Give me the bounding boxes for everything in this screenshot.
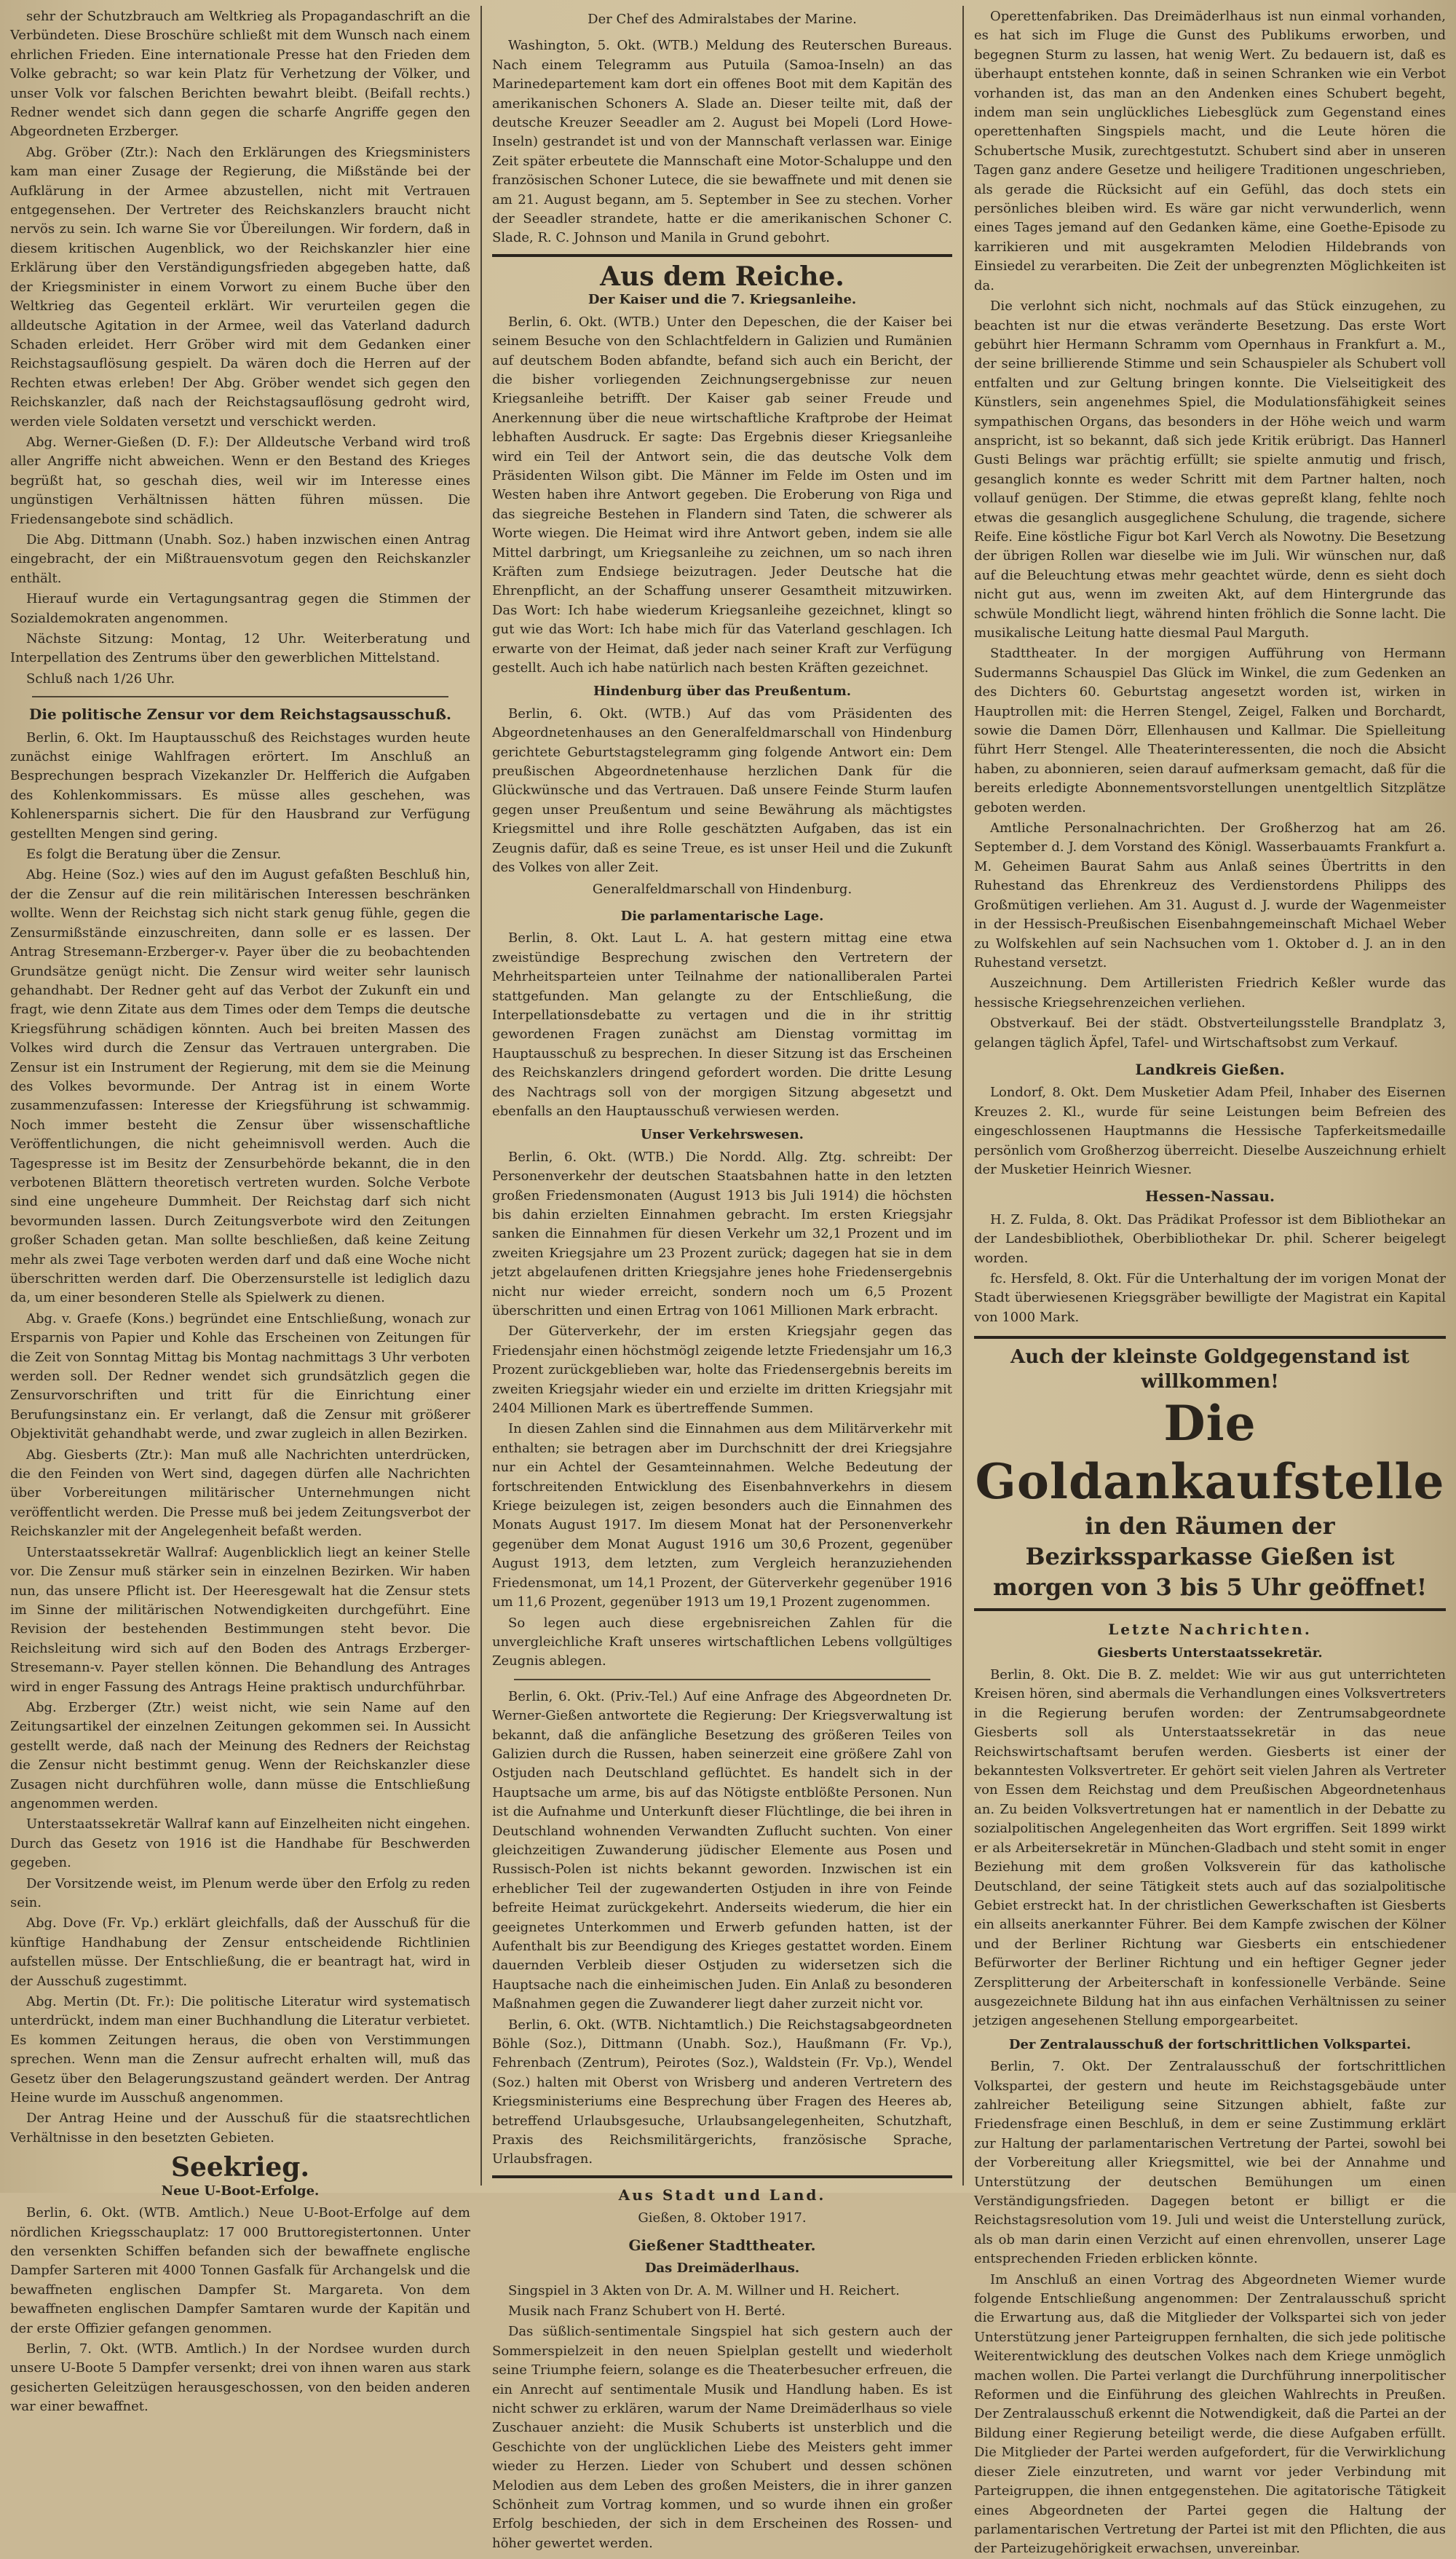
article-paragraph: Die Abg. Dittmann (Unabh. Soz.) haben inzwischen einen Antrag eingebracht, der ein Mißtrauensvotum gegen den Reichskanzler enthält. xyxy=(10,531,470,586)
article-paragraph: Obstverkauf. Bei der städt. Obstverteilungsstelle Brandplatz 3, gelangen täglich Äpfel, Tafel- und Wirtschaftsobst zum Verkauf. xyxy=(974,1016,1446,1051)
headline-district: Landkreis Gießen. xyxy=(1135,1060,1285,1078)
article-paragraph: Stadttheater. In der morgigen Aufführung von Hermann Sudermanns Schauspiel Das Glück im Winkel, die zum Gedenken an des Dichters 60. Geburtstag angesetzt worden ist, wirken in Hauptrollen mit: die Herren Stengel, Zeigel, Falken und Borchardt, sowie die Damen Dörr, Ellenhausen und Kallmar. Die Spielleitung führt Herr Stengel. Alle Theaterinteressenten, die noch die Absicht haben, zu abonnieren, seien darauf aufmerksam gemacht, daß für die bereits erledigte Abonnementsvorstellungen unentgeltlich Sitzplätze geboten werden. xyxy=(974,646,1446,815)
section-divider xyxy=(492,2175,952,2178)
article-paragraph: Abg. v. Graefe (Kons.) begründet eine Entschließung, wonach zur Ersparnis von Papier und Kohle das Erscheinen von Zeitungen für die Zeit von Sonntag Mittag bis Montag nachmittags 3 Uhr verboten werden soll. Der Redner wendet sich grundsätzlich gegen die Zensurvorschriften und tritt für die Einrichtung einer Berufungsinstanz ein. Er verlangt, daß die Zensur mit größerer Objektivität gehandhabt werde, und zwar zugleich in allen Bezirken. xyxy=(10,1310,470,1442)
article-paragraph: Im Anschluß an einen Vortrag des Abgeordneten Wiemer wurde folgende Entschließung angenommen: Der Zentralausschuß spricht die Erwartung aus, daß die Mitglieder der Volkspartei sich von jeder Unterstützung jener Parteigruppen fernhalten, die sich jede politische Weiterentwicklung des deutschen Volkes nach dem Kriege unmöglich machen wollen. Die Partei verlangt die Durchführung innerpolitischer Reformen und die Einführung des gleichen Wahlrechts in Preußen. Der Zentralausschuß erkennt die Notwendigkeit, daß die Partei an der Bildung einer Regierung beteiligt werde, die diese Aufgaben erfüllt. Die Mitglieder der Partei werden aufgefordert, für die Verwirklichung dieser Ziele einzutreten, und warnt vor jeder Verbindung mit Parteigruppen, die ihnen entgegenstehen. Die agitatorische Tätigkeit eines Abgeordneten der Partei gegen die Haltung der parlamentarischen Vertretung der Partei ist mit den Pflichten, die aus der Parteizugehörigkeit erwachsen, unvereinbar. xyxy=(974,2271,1446,2557)
headline-theater: Gießener Stadttheater. xyxy=(628,2236,816,2254)
column-left xyxy=(10,7,470,2415)
article-paragraph: Abg. Mertin (Dt. Fr.): Die politische Literatur wird systematisch unterdrückt, indem man einer Buchhandlung die Literatur verbietet. Es kommen Zeitungen heraus, die oben von Verstimmungen sprechen. Wenn man die Zensur aufrecht erhalten will, muß das Gesetz über den Belagerungszustand geändert werden. Der Antrag Heine wurde im Ausschuß angenommen. xyxy=(10,1994,470,2106)
article-paragraph: Unterstaatssekretär Wallraf kann auf Einzelheiten nicht eingehen. Durch das Gesetz von 1916 ist die Handhabe für Beschwerden gegeben. xyxy=(10,1816,470,1871)
article-paragraph: Abg. Werner-Gießen (D. F.): Der Alldeutsche Verband wird troß aller Angriffe nicht abweichen. Wenn er den Bestand des Krieges begrüßt hat, so geschah dies, weil wir im Interesse eines ungünstigen Verhältnissen hätten führen müssen. Die Friedensangebote sind schädlich. xyxy=(10,434,470,527)
column-middle xyxy=(492,7,952,2551)
article-paragraph: Abg. Gröber (Ztr.): Nach den Erklärungen des Kriegsministers kam man einer Zusage der Regierung, die Mißstände bei der Aufklärung in der Armee abzustellen, nicht mit Vertrauen entgegensehen. Der Vertreter des Reichskanzlers braucht nicht nervös zu sein. Ich warne Sie vor Übereilungen. Wir fordern, daß in diesem kritischen Augenblick, wo der Reichskanzler hier eine Erklärung über den Verständigungsfrieden abgegeben hatte, daß der Kriegsminister in einem Vorwort zu einem Buche über den Weltkrieg das Gegenteil erklärt. Wir verurteilen gegen die alldeutsche Agitation in der Armee, weil das Vaterland dadurch Schaden erleidet. Herr Gröber wird mit dem Gedanken einer Reichstagsauflösung gespielt. Da wären doch die Herren auf der Rechten etwas erleben! Der Abg. Gröber wendet sich gegen den Reichskanzler, daß nach der Reichstagsauflösung gedroht wird, werden viele Soldaten versetzt und verschickt werden. xyxy=(10,144,470,430)
article-paragraph: Berlin, 8. Okt. Laut L. A. hat gestern mittag eine etwa zweistündige Besprechung zwischen den Vertretern der Mehrheitsparteien unter Teilnahme der nationalliberalen Partei stattgefunden. Man gelangte zu der Entschließung, die Interpellationsdebatte zu vertagen und die in ihr strittig gewordenen Fragen zunächst am Dienstag vormittag im Hauptausschuß zu besprechen. In dieser Sitzung ist das Erscheinen des Reichskanzlers dringend gefordert worden. Die dritte Lesung des Nachtrags soll von der morgigen Sitzung abgesetzt und ebenfalls an den Hauptausschuß verwiesen werden. xyxy=(492,930,952,1119)
subheadline-kaiser: Der Kaiser und die 7. Kriegsanleihe. xyxy=(587,292,857,308)
article-paragraph: H. Z. Fulda, 8. Okt. Das Prädikat Professor ist dem Bibliothekar an der Landesbibliothek, Oberbibliothekar Dr. phil. Scherer beigelegt worden. xyxy=(974,1211,1446,1266)
article-paragraph: Berlin, 6. Okt. (Priv.-Tel.) Auf eine Anfrage des Abgeordneten Dr. Werner-Gießen antwortete die Regierung: Der Kriegsverwaltung ist bekannt, daß die anfängliche Besetzung des größeren Teiles von Galizien durch die Russen, haben seinerzeit eine größere Zahl von Ostjuden nach Deutschland geflüchtet. Es handelt sich in der Hauptsache um arme, bis auf das Nötigste entblößte Personen. Nun ist die Aufnahme und Unterkunft dieser Flüchtlinge, die bei ihren in Deutschland wohnenden Verwandten Zuflucht suchten. Von einer gleichzeitigen Zuwanderung jüdischer Elemente aus Posen und Russisch-Polen ist nichts bekannt geworden. Inzwischen ist ein erheblicher Teil der zugewanderten Ostjuden in ihre von Feinde befreite Heimat zurückgekehrt. Anderseits wiederum, die hier ein geeignetes Unterkommen und Erwerb gefunden hatten, ist der Aufenthalt bis zur Beendigung des Krieges gestattet worden. Einem dauernden Verbleib dieser Ostjuden zu widersetzen sich die Hauptsache nach die einheimischen Juden. Ein Anlaß zu besonderen Maßnahmen gegen die Zuwanderer liegt daher zurzeit nicht vor. xyxy=(492,1688,952,2012)
article-paragraph: Berlin, 6. Okt. (WTB.) Unter den Depeschen, die der Kaiser bei seinem Besuche von den Schlachtfeldern in Galizien und Rumänien auf deutschem Boden abfandte, befand sich auch ein Bericht, der die bisher vorliegenden Zeichnungsergebnisse zur neuen Kriegsanleihe betrifft. Der Kaiser gab seiner Freude und Anerkennung über die neue wirtschaftliche Kraftprobe der Heimat lebhaften Ausdruck. Er sagte: Das Ergebnis dieser Kriegsanleihe wird ein Teil der Antwort sein, die das deutsche Volk dem Präsidenten Wilson gibt. Die Männer im Felde im Osten und im Westen haben ihre Antwort gegeben. Die Eroberung von Riga und das siegreiche Bestehen in Flandern sind Taten, die schwerer als Worte wiegen. Die Heimat wird ihre Antwort geben, indem sie alle Mittel darbringt, um Kriegsanleihe zu zeichnen, um so nach ihren Kräften zum Endsiege beizutragen. Jeder Deutsche hat die Ehrenpflicht, an der Schaffung unserer Gesamtheit mitzuwirken. Das Wort: Ich habe wiederum Kriegsanleihe gezeichnet, klingt so gut wie das Wort: Ich habe mich für das Vaterland geschlagen. Ich erwarte von der Heimat, daß jeder nach seiner Kraft zur Verfügung gestellt. Auch ich habe natürlich nach besten Kräften gezeichnet. xyxy=(492,314,952,676)
article-paragraph: Berlin, 6. Okt. Im Hauptausschuß des Reichstages wurden heute zunächst einige Wahlfragen erörtert. Im Anschluß an Besprechungen besprach Vizekanzler Dr. Helfferich die Aufgaben des Kohlenkommissars. Es müsse alles geschehen, was Kohlenersparnis sichert. Die für den Hausbrand zur Verfügung gestellten Mengen sind gering. xyxy=(10,729,470,842)
article-paragraph: Berlin, 7. Okt. (WTB. Amtlich.) In der Nordsee wurden durch unsere U-Boote 5 Dampfer versenkt; drei von ihnen waren aus stark gesicherten Geleitzügen herausgeschossen, von den beiden anderen war einer bewaffnet. xyxy=(10,2341,470,2415)
article-paragraph: Berlin, 6. Okt. (WTB. Nichtamtlich.) Die Reichstagsabgeordneten Böhle (Soz.), Dittmann (Unabh. Soz.), Haußmann (Fr. Vp.), Fehrenbach (Zentrum), Peirotes (Soz.), Waldstein (Fr. Vp.), Wendel (Soz.) halten mit Oberst von Wrisberg und anderen Vertretern des Kriegsministeriums eine Besprechung über Fragen des Heeres ab, betreffend Urlaubsgesuche, Urlaubsangelegenheiten, Schutzhaft, Praxis des Reichsmilitärgerichts, französische Sprache, Urlaubsfragen. xyxy=(492,2017,952,2167)
section-divider xyxy=(514,1679,930,1680)
column-rule xyxy=(480,6,482,2186)
headline-latest-news: Letzte Nachrichten. xyxy=(1108,1621,1312,1639)
signature-hindenburg: Generalfeldmarschall von Hindenburg. xyxy=(592,882,852,898)
article-paragraph: Abg. Giesberts (Ztr.): Man muß alle Nachrichten unterdrücken, die den Feinden von Wert sind, dagegen dürfen alle Nachrichten über Vorbereitungen militärischer Unternehmungen nicht veröffentlicht werden. Die Presse muß bei jedem Zeitungsverbot der Reichskanzler mit der Angelegenheit befaßt werden. xyxy=(10,1447,470,1540)
article-paragraph: Abg. Erzberger (Ztr.) weist nicht, wie sein Name auf den Zeitungsartikel der einzelnen Zeitungen gekommen sei. In Aussicht gestellt werde, daß nach der Meinung des Redners der Reichstag die Zensur nicht bestimmt genug. Wenn der Reichskanzler diese Zusagen nicht durchführen wolle, dann müsse die Entschließung angenommen werden. xyxy=(10,1699,470,1811)
article-paragraph: Die verlohnt sich nicht, nochmals auf das Stück einzugehen, zu beachten ist nur die etwas veränderte Besetzung. Das erste Wort gebührt hier Hermann Schramm vom Opernhaus in Frankfurt a. M., der seine brillierende Stimme und sein Schauspieler als Schubert voll entfalten und zur Geltung bringen konnte. Die Vielseitigkeit des Künstlers, sein angenehmes Spiel, die Modulationsfähigkeit seines sympathischen Organs, das besonders in der Höhe weich und warm anspricht, ist so bekannt, daß sich jede Kritik erübrigt. Das Hannerl Gusti Belings war prächtig erfüllt; sie spielte anmutig und frisch, gesanglich konnte es weder Schritt mit dem Partner halten, noch vollauf genügen. Der Stimme, die etwas gepreßt klang, fehlte noch etwas die gesanglich ausgeglichene Schulung, die tragende, sichere Reife. Eine köstliche Figur bot Karl Verch als Nowotny. Die Besetzung der übrigen Rollen war dieselbe wie im Juli. Wir wünschen nur, daß auf die Beleuchtung etwas mehr geachtet würde, denn es sieht doch nicht gut aus, wenn im zweiten Akt, auf dem Hintergrunde das schwüle Mondlicht liegt, während hinten fröhlich die Sonne lacht. Die musikalische Leitung hatte diesmal Paul Marguth. xyxy=(974,298,1446,641)
article-paragraph: Berlin, 8. Okt. Die B. Z. meldet: Wie wir aus gut unterrichteten Kreisen hören, sind abermals die Verhandlungen eines Volksvertreters in die Regierung berufen worden: der Zentrumsabgeordnete Giesberts soll als Unterstaatssekretär in das neue Reichswirtschaftsamt berufen werden. Giesberts ist einer der bekanntesten Volksvertreter. Er gehört seit vielen Jahren als Vertreter von Essen dem Reichstag und dem Preußischen Abgeordnetenhaus an. Zu beiden Volksvertretungen hat er namentlich in der Debatte zu sozialpolitischen Angelegenheiten das Wort ergriffen. Seit 1899 wirkt er als Arbeitersekretär in München-Gladbach und steht somit in enger Beziehung mit dem großen Volksverein für das katholische Deutschland, der seine Tätigkeit stets auch auf das sozialpolitische Gebiet erstreckt hat. In der christlichen Gewerkschaften ist Giesberts ein allseits anerkannter Führer. Bei dem Kampfe zwischen der Kölner und der Berliner Richtung war Giesberts ein entschiedener Befürworter der Berliner Richtung und ein heftiger Gegner jeder Zersplitterung der Arbeiterschaft in konfessionelle Verbände. Seine ausgezeichnete Bildung hat ihn aus einfachen Verhältnissen zu seiner jetzigen angesehenen Stellung emporgearbeitet. xyxy=(974,1667,1446,2029)
article-paragraph: Das süßlich-sentimentale Singspiel hat sich gestern auch der Sommerspielzeit in den neuen Spielplan gestellt und wiederholt seine Triumphe feiern, solange es die Theaterbesucher erfreuen, die ein Anrecht auf sentimentale Musik und Handlung haben. Es ist nicht schwer zu erklären, warum der Name Dreimäderlhaus so viele Zuschauer anzieht: die Musik Schuberts ist unsterblich und die Geschichte von der unglücklichen Liebe des Meisters geht immer wieder zu Herzen. Lieder von Schubert und dessen schönen Melodien aus dem Leben des großen Meisters, die in ihrer ganzen Schönheit zum Vortrag kommen, und so wurde ihnen ein großer Erfolg beschieden, der sich in dem Erscheinen des Rossen- und höher gewertet werden. xyxy=(492,2324,952,2551)
article-paragraph: Singspiel in 3 Akten von Dr. A. M. Willner und H. Reichert. xyxy=(508,2282,900,2298)
article-paragraph: sehr der Schutzbrauch am Weltkrieg als Propagandaschrift an die Verbündeten. Diese Broschüre schließt mit dem Wunsch nach einem ehrlichen Frieden. Eine internationale Presse hat den Frieden dem Volke gebracht; so war kein Platz für Verhetzung der Völker, und unser Volk vor falschen Berichten bewahrt bleibt. (Beifall rechts.) Redner wendet sich dann gegen die scharfe Angriffe gegen den Abgeordneten Erzberger. xyxy=(10,9,470,140)
article-paragraph: Hierauf wurde ein Vertagungsantrag gegen die Stimmen der Sozialdemokraten angenommen. xyxy=(10,591,470,626)
subheadline-central-committee: Der Zentralausschuß der fortschrittlichen Volkspartei. xyxy=(1008,2036,1412,2052)
headline-city-and-country: Aus Stadt und Land. xyxy=(618,2186,826,2204)
article-paragraph: fc. Hersfeld, 8. Okt. Für die Unterhaltung der im vorigen Monat der Stadt überwiesenen Kriegsgräber bewilligte der Magistrat ein Kapital von 1000 Mark. xyxy=(974,1271,1446,1325)
article-paragraph: Es folgt die Beratung über die Zensur. xyxy=(26,847,282,863)
ad-tagline: Auch der kleinste Goldgegenstand ist willkommen! xyxy=(1010,1346,1409,1393)
article-paragraph: Abg. Heine (Soz.) wies auf den im August gefaßten Beschluß hin, der die Zensur auf die rein militärischen Interessen beschränken wollte. Wenn der Reichstag sich nicht stark genug fühle, gegen die Zensurmißstände einzuschreiten, dann solle er es lassen. Der Antrag Stresemann-Erzberger-v. Payer über die zu beobachtenden Grundsätze genügt nicht. Die Zensur wird weiter sehr launisch gehandhabt. Der Redner geht auf das Verbot der Zukunft ein und fragt, wie denn Zitate aus dem Times oder dem Temps die deutsche Kriegsführung schädigen könnten. Auch bei breiten Massen des Volkes wird durch die Zensur das Vertrauen untergraben. Die Zensur ist ein Instrument der Regierung, mit dem sie die Meinung des Volkes bevormunde. Der Antrag ist in einem Worte zusammenzufassen: Interesse der Kriegsführung ist schwammig. Noch immer besteht die Zensur über wissenschaftliche Veröffentlichungen, die nicht geheimnisvoll werden. Auch die Tagespresse ist im Besitz der Zensurbehörde bekannt, die in den verbotenen Blättern theoretisch vertreten wurden. Solche Verbote sind eine ungeheure Dummheit. Der Reichstag darf sich nicht bevormunden lassen. Durch Zeitungsverbote wird den Zeitungen großer Schaden getan. Man sollte beschließen, daß keine Zeitung mehr als zwei Tage verboten werden darf und daß eine Woche nicht überschritten werden darf. Die Oberzensurstelle ist lediglich dazu da, um einer besonderen Stelle als Spielwerk zu dienen. xyxy=(10,867,470,1306)
article-paragraph: Schluß nach 1/26 Uhr. xyxy=(26,671,175,687)
article-paragraph: Londorf, 8. Okt. Dem Musketier Adam Pfeil, Inhaber des Eisernen Kreuzes 2. Kl., wurde für seine Leistungen beim Befreien des eingeschlossenen Hauptmanns die Hessische Tapferkeitsmedaille persönlich vom Großherzog überreicht. Dieselbe Auszeichnung erhielt der Musketier Heinrich Wiesner. xyxy=(974,1085,1446,1177)
article-paragraph: Operettenfabriken. Das Dreimäderlhaus ist nun einmal vorhanden, es hat sich im Fluge die Gunst des Publikums erworben, und begegnen Sturm zu lassen, hat wenig Wert. Zu bedauern ist, daß es überhaupt entstehen konnte, daß in seinen Schranken wie ein Verbot vorhanden ist, das man an den Andenken eines Schubert begeht, indem man sein unglückliches Liebesglück zum Gegenstand eines operettenhaften Singspiels macht, und die Leute hören die Schubertsche Musik, zurechtgestutzt. Schubert sind aber in unseren Tagen ganz andere Gesetze und heiligere Traditionen ungeschrieben, als gerade die Rücksicht auf ein Gefühl, das doch stets ein persönliches bleiben wird. Es wäre gar nicht verwunderlich, wenn eines Tages jemand auf den Gedanken käme, eine Goethe-Episode zu karrikieren und mit ausgekramten Melodien Hildebrands von Einsiedel zu verarbeiten. Die Zeit der unbegrenzten Möglichkeiten ist da. xyxy=(974,9,1446,293)
article-paragraph: Berlin, 6. Okt. (WTB.) Die Nordd. Allg. Ztg. schreibt: Der Personenverkehr der deutschen Staatsbahnen hatte in den letzten großen Friedensmonaten (August 1913 bis Juli 1914) die höchsten bis dahin erzielten Einnahmen gebracht. Im ersten Kriegsjahr sanken die Einnahmen für diesen Verkehr um 32,1 Prozent und im zweiten Kriegsjahre um 23 Prozent zurück; dagegen hat sie in dem jetzt abgelaufenen dritten Kriegsjahre jenes hohe Friedensergebnis nicht nur wieder erreicht, sondern noch um 6,5 Prozent überschritten und einen Ertrag von 1061 Millionen Mark erbracht. xyxy=(492,1149,952,1318)
article-paragraph: Berlin, 7. Okt. Der Zentralausschuß der fortschrittlichen Volkspartei, der gestern und heute im Reichstagsgebäude unter zahlreicher Beteiligung seine Sitzungen abhielt, faßte zur Friedensfrage einen Beschluß, in dem er seine Zustimmung erklärt zur Haltung der parlamentarischen Vertretung der Partei, sowohl bei der Vorbereitung aller Kriegsmittel, wie bei der Annahme und Unterstützung der deutschen Bemühungen um einen Verständigungsfrieden. Dagegen betont er billigt er die Reichstagsresolution vom 19. Juli und weist die Unterstellung zurück, als ob man darin einen Verzicht auf einen ehrenvollen, unserer Lage entsprechenden Frieden erblicken könnte. xyxy=(974,2059,1446,2267)
article-paragraph: Abg. Dove (Fr. Vp.) erklärt gleichfalls, daß der Ausschuß für die künftige Handhabung der Zensur entscheidende Richtlinien aufstellen müsse. Der Entschließung, die er beantragt hat, wird in der Ausschuß zugestimmt. xyxy=(10,1915,470,1989)
gold-purchase-advertisement xyxy=(974,1336,1446,1611)
subheadline-transport: Unser Verkehrswesen. xyxy=(641,1127,804,1143)
subheadline-uboat: Neue U-Boot-Erfolge. xyxy=(161,2183,320,2199)
section-divider xyxy=(32,696,448,697)
headline-hessen-nassau: Hessen-Nassau. xyxy=(1145,1187,1275,1206)
headline-naval-war: Seekrieg. xyxy=(170,2152,309,2183)
dateline: Gießen, 8. Oktober 1917. xyxy=(638,2210,807,2226)
ad-details: in den Räumen der Bezirkssparkasse Gießen ist morgen von 3 bis 5 Uhr geöffnet! xyxy=(992,1512,1427,1602)
subheadline-play-title: Das Dreimäderlhaus. xyxy=(644,2261,800,2277)
article-paragraph: Unterstaatssekretär Wallraf: Augenblicklich liegt an keiner Stelle vor. Die Zensur muß stärker sein in einzelnen Bezirken. Wir haben nun, das unsere Pflicht ist. Der Heeresgewalt hat die Zensur stets im Sinne der militärischen Notwendigkeiten durchgeführt. Eine Revision der bestehenden Bestimmungen steht bevor. Die Reichsleitung wird sich auf den Boden des Antrags Erzberger-Stresemann-v. Payer stellen können. Die Behandlung des Antrages wird in enger Fassung des Antrags Heine praktisch undurchführbar. xyxy=(10,1544,470,1695)
article-paragraph: In diesen Zahlen sind die Einnahmen aus dem Militärverkehr mit enthalten; sie betragen aber im Durchschnitt der drei Kriegsjahre nur ein Achtel der Gesamteinnahmen. Welche Bedeutung der fortschreitenden Entwicklung des Eisenbahnverkehrs in diesem Kriege beizulegen ist, zeigen besonders auch die Einnahmen des Monats August 1917. Im diesem Monat hat der Personenverkehr gegenüber dem Monat August 1916 um 30,6 Prozent, gegenüber August 1913, dem letzten, zum Vergleich heranzuziehenden Friedensmonat, um 14,1 Prozent, der Güterverkehr gegenüber 1916 um 11,6 Prozent, gegenüber 1913 um 19,1 Prozent zugenommen. xyxy=(492,1421,952,1610)
subheadline-parliament: Die parlamentarische Lage. xyxy=(620,908,824,924)
article-paragraph: Amtliche Personalnachrichten. Der Großherzog hat am 26. September d. J. dem Vorstand des Königl. Wasserbauamts Frankfurt a. M. Geheimen Baurat Sahm aus Anlaß seines Übertritts in den Ruhestand das Ehrenkreuz des Verdienstordens Philipps des Großmütigen verliehen. Am 31. August d. J. wurde der Wagenmeister in der Hessisch-Preußischen Eisenbahngemeinschaft Michael Weber zu Wolfskehlen auf sein Nachsuchen vom 1. Oktober d. J. an in den Ruhestand versetzt. xyxy=(974,820,1446,970)
article-paragraph: Washington, 5. Okt. (WTB.) Meldung des Reuterschen Bureaus. Nach einem Telegramm aus Putuila (Samoa-Inseln) an das Marinedepartement kam dort ein offenes Boot mit dem Kapitän des amerikanischen Schoners A. Slade an. Dieser teilte mit, daß der deutsche Kreuzer Seeadler am 2. August bei Mopeli (Lord Howe-Inseln) gestrandet ist und von der Mannschaft verlassen war. Einige Zeit später erbeutete die Mannschaft eine Motor-Schaluppe und den französischen Schoner Lutece, die sie bewaffnete und mit denen sie am 21. August begann, am 5. September in See zu stechen. Vorher der Seeadler strandete, hatte er die amerikanischen Schoner C. Slade, R. C. Johnson und Manila in Grund gebohrt. xyxy=(492,38,952,246)
article-paragraph: Der Vorsitzende weist, im Plenum werde über den Erfolg zu reden sein. xyxy=(10,1875,470,1910)
section-divider xyxy=(492,254,952,257)
headline-from-the-reich: Aus dem Reiche. xyxy=(600,261,844,292)
article-paragraph: Berlin, 6. Okt. (WTB. Amtlich.) Neue U-Boot-Erfolge auf dem nördlichen Kriegsschauplatz: 17 000 Bruttoregistertonnen. Unter den versenkten Schiffen befanden sich der bewaffnete englische Dampfer Sarteren mit 4000 Tonnen Gasfalk für Archangelsk und die bewaffneten englischen Dampfer St. Margareta. Von dem bewaffneten englischen Dampfer Samtaren wurde der Kapitän und der erste Offizier gefangen genommen. xyxy=(10,2205,470,2336)
headline-political-censorship: Die politische Zensur vor dem Reichstagsausschuß. xyxy=(29,705,451,724)
article-paragraph: Musik nach Franz Schubert von H. Berté. xyxy=(508,2303,786,2319)
column-rule xyxy=(962,6,964,2186)
ad-title: Die Goldankaufstelle xyxy=(975,1395,1445,1511)
article-paragraph: Auszeichnung. Dem Artilleristen Friedrich Keßler wurde das hessische Kriegsehrenzeichen verliehen. xyxy=(974,976,1446,1010)
signature-admiralty: Der Chef des Admiralstabes der Marine. xyxy=(587,12,857,27)
subheadline-giesberts: Giesberts Unterstaatssekretär. xyxy=(1097,1645,1323,1661)
column-right xyxy=(974,7,1446,2557)
article-paragraph: Berlin, 6. Okt. (WTB.) Auf das vom Präsidenten des Abgeordnetenhauses an den Generalfeldmarschall von Hindenburg gerichtete Geburtstagstelegramm ging folgende Antwort ein: Dem preußischen Abgeordnetenhause herzlichen Dank für die Glückwünsche und das Vertrauen. Daß unsere Feinde Sturm laufen gegen unser Preußentum und seine Bewährung als mächtigstes Kriegsmittel und ihre Rolle geschätzten Aufgaben, das ist ein Zeugnis dafür, daß es seine Treue, es ist unser Heil und die Zukunft des Volkes von aller Zeit. xyxy=(492,705,952,876)
article-paragraph: Der Antrag Heine und der Ausschuß für die staatsrechtlichen Verhältnisse in den besetzten Gebieten. xyxy=(10,2111,470,2145)
article-paragraph: Der Güterverkehr, der im ersten Kriegsjahr gegen das Friedensjahr einen höchstmögl zeigende letzte Friedensjahr um 16,3 Prozent zurückgeblieben war, holte das Friedensergebnis bereits im zweiten Kriegsjahr wieder ein und erzielte im dritten Kriegsjahr mit 2404 Millionen Mark es übertreffende Summen. xyxy=(492,1324,952,1417)
article-paragraph: So legen auch diese ergebnisreichen Zahlen für die unvergleichliche Kraft unseres wirtschaftlichen Lebens vollgültiges Zeugnis ablegen. xyxy=(492,1615,952,1669)
subheadline-hindenburg: Hindenburg über das Preußentum. xyxy=(593,684,852,700)
article-paragraph: Nächste Sitzung: Montag, 12 Uhr. Weiterberatung und Interpellation des Zentrums über den gewerblichen Mittelstand. xyxy=(10,631,470,666)
